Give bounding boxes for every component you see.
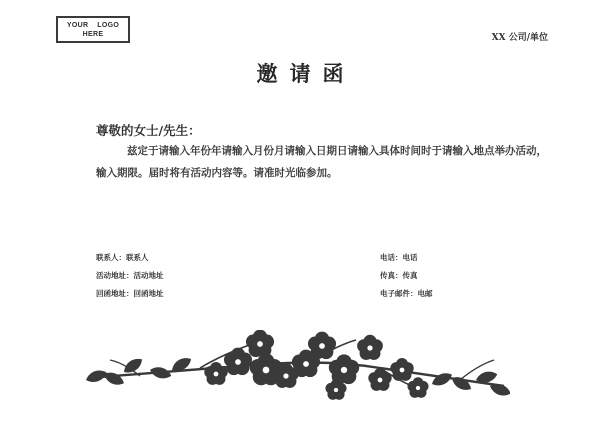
logo-text-line2: HERE	[82, 30, 104, 38]
contact-person: 联系人：联系人	[96, 253, 149, 262]
invitation-body: 兹定于请输入年份年请输入月份月请输入日期日请输入具体时间时于请输入地点举办活动，输入期限。届时将有活动内容等。请准时光临参加。	[96, 145, 547, 179]
email: 电子邮件：电邮	[380, 289, 433, 298]
floral-branch-icon	[80, 330, 510, 402]
fax: 传真：传真	[380, 271, 418, 280]
contact-info-right	[380, 249, 433, 303]
contact-info-left	[96, 249, 164, 303]
logo-placeholder	[56, 16, 130, 43]
company-name: XX 公司/单位	[491, 33, 548, 43]
event-address: 活动地址：活动地址	[96, 271, 164, 280]
phone: 电话：电话	[380, 253, 418, 262]
reply-address: 回函地址：回函地址	[96, 289, 164, 298]
logo-text-line1: YOUR LOGO	[66, 21, 120, 29]
page-title: 邀请函	[256, 61, 356, 86]
salutation: 尊敬的女士/先生：	[96, 123, 201, 138]
